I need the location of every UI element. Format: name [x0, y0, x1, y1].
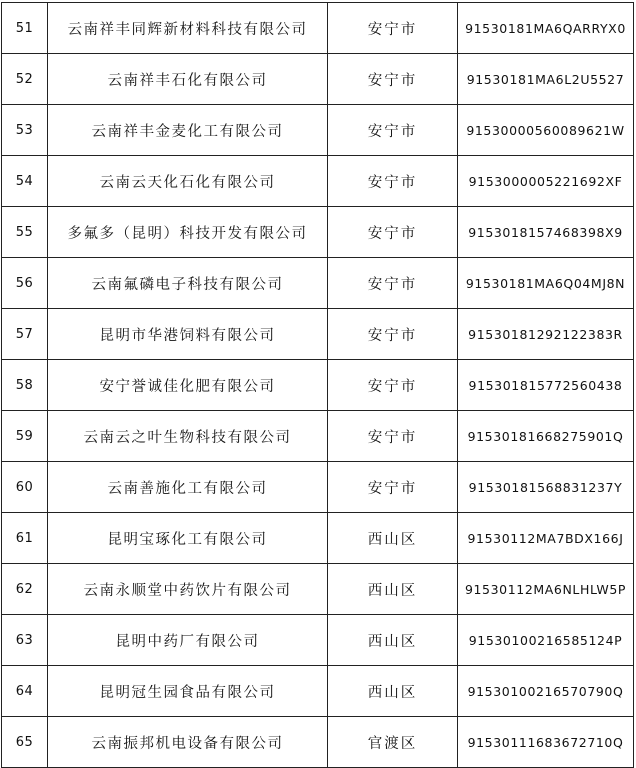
table-row [2, 513, 634, 564]
credit-code: 915301002165851​24P [458, 615, 634, 666]
row-number: 61 [2, 513, 48, 564]
credit-code: 915301812921​22383R [458, 309, 634, 360]
company-name: 云南氟磷电子科技有限公司 [48, 258, 328, 309]
table-row [2, 207, 634, 258]
company-name: 云南祥丰金麦化工有限公司 [48, 105, 328, 156]
company-name: 昆明市华港饲料有限公司 [48, 309, 328, 360]
district: 安宁市 [328, 309, 458, 360]
credit-code: 9153000005221692XF [458, 156, 634, 207]
table-row [2, 564, 634, 615]
table-row [2, 666, 634, 717]
district: 安宁市 [328, 462, 458, 513]
table-row [2, 156, 634, 207]
district: 安宁市 [328, 207, 458, 258]
table-row [2, 54, 634, 105]
row-number: 58 [2, 360, 48, 411]
district: 西山区 [328, 666, 458, 717]
company-name: 昆明宝琢化工有限公司 [48, 513, 328, 564]
table-row [2, 615, 634, 666]
row-number: 56 [2, 258, 48, 309]
company-name: 云南永顺堂中药饮片有限公司 [48, 564, 328, 615]
credit-code: 91530181MA6L2U5527 [458, 54, 634, 105]
table-row [2, 411, 634, 462]
credit-code: 915301815746​8398X9 [458, 207, 634, 258]
company-name: 昆明中药厂有限公司 [48, 615, 328, 666]
company-registry-table [1, 2, 634, 768]
district: 安宁市 [328, 3, 458, 54]
table-row [2, 717, 634, 768]
district: 安宁市 [328, 258, 458, 309]
row-number: 60 [2, 462, 48, 513]
table-row [2, 3, 634, 54]
row-number: 54 [2, 156, 48, 207]
district: 安宁市 [328, 360, 458, 411]
credit-code: 91530181668275901Q [458, 411, 634, 462]
company-name: 昆明冠生园食品有限公司 [48, 666, 328, 717]
company-name: 云南善施化工有限公司 [48, 462, 328, 513]
credit-code: 91530181MA6Q04MJ8N [458, 258, 634, 309]
row-number: 64 [2, 666, 48, 717]
district: 安宁市 [328, 105, 458, 156]
table-row [2, 258, 634, 309]
credit-code: 915301815772560438 [458, 360, 634, 411]
table-row [2, 462, 634, 513]
row-number: 59 [2, 411, 48, 462]
company-name: 安宁誉诚佳化肥有限公司 [48, 360, 328, 411]
district: 安宁市 [328, 156, 458, 207]
company-name: 云南祥丰石化有限公司 [48, 54, 328, 105]
table-row [2, 105, 634, 156]
credit-code: 915301116836727​10Q [458, 717, 634, 768]
credit-code: 91530181MA6QARRYX0 [458, 3, 634, 54]
row-number: 55 [2, 207, 48, 258]
credit-code: 91530100216570790Q [458, 666, 634, 717]
row-number: 63 [2, 615, 48, 666]
district: 西山区 [328, 615, 458, 666]
company-name: 多氟多（昆明）科技开发有限公司 [48, 207, 328, 258]
district: 西山区 [328, 564, 458, 615]
credit-code: 91530112MA7BDX166J [458, 513, 634, 564]
company-name: 云南云天化石化有限公司 [48, 156, 328, 207]
district: 安宁市 [328, 54, 458, 105]
row-number: 65 [2, 717, 48, 768]
table-row [2, 360, 634, 411]
credit-code: 91530112MA6NLHLW5P [458, 564, 634, 615]
district: 官渡区 [328, 717, 458, 768]
credit-code: 91530181568831237Y [458, 462, 634, 513]
credit-code: 915300005600896​21W [458, 105, 634, 156]
row-number: 62 [2, 564, 48, 615]
company-name: 云南振邦机电设备有限公司 [48, 717, 328, 768]
district: 安宁市 [328, 411, 458, 462]
company-name: 云南云之叶生物科技有限公司 [48, 411, 328, 462]
row-number: 51 [2, 3, 48, 54]
row-number: 57 [2, 309, 48, 360]
company-name: 云南祥丰同辉新材料科技有限公司 [48, 3, 328, 54]
row-number: 52 [2, 54, 48, 105]
table-row [2, 309, 634, 360]
row-number: 53 [2, 105, 48, 156]
district: 西山区 [328, 513, 458, 564]
